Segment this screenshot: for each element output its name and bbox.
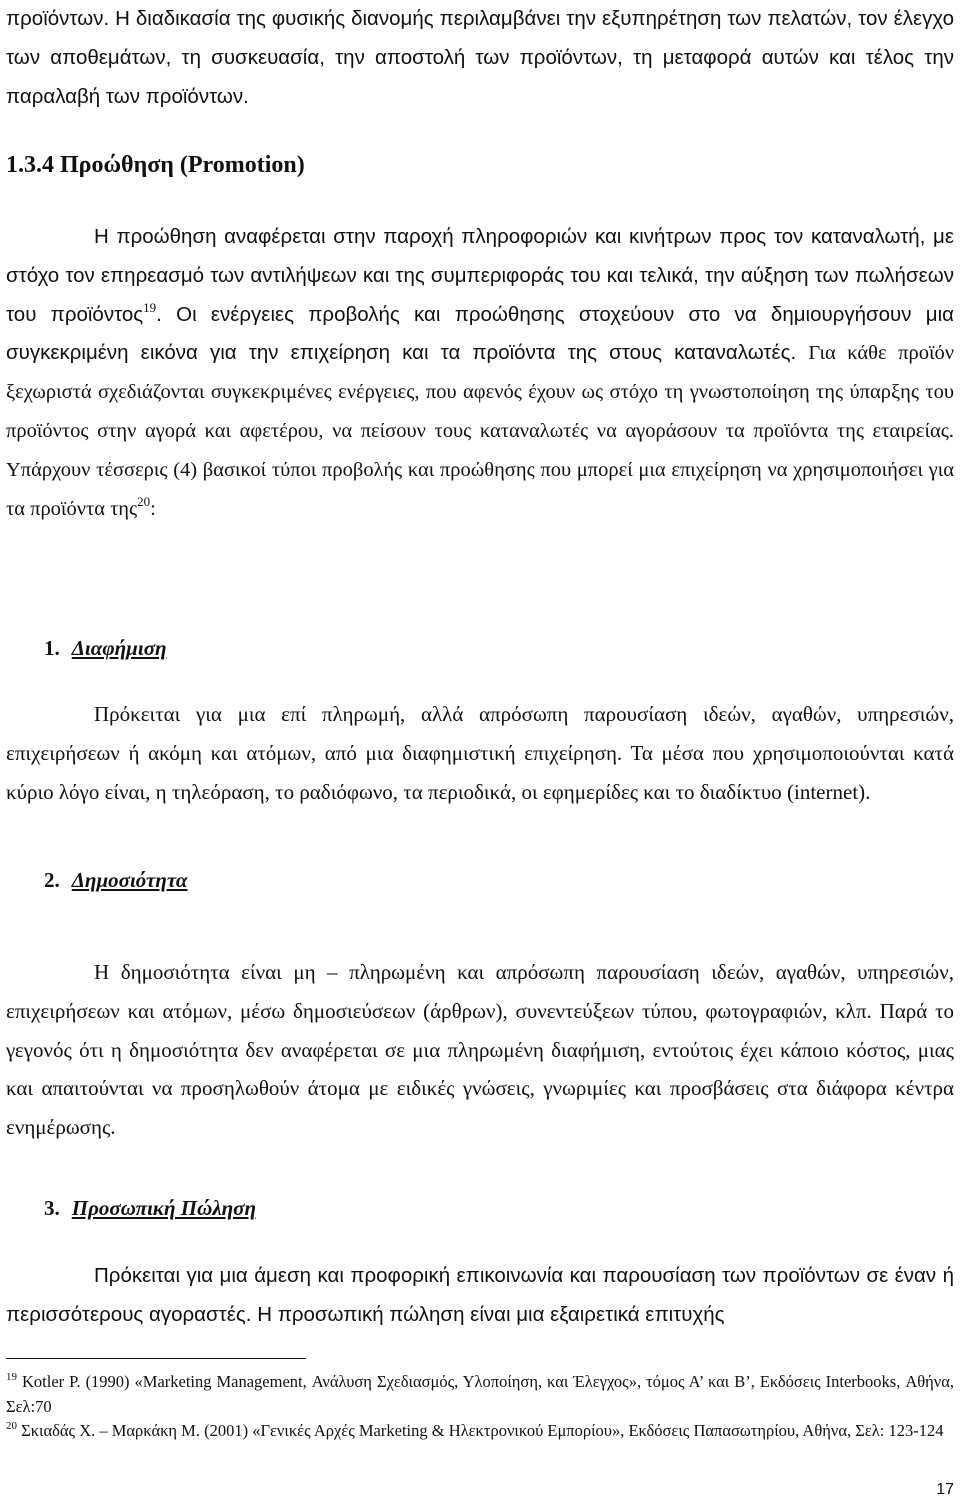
item-heading	[44, 865, 187, 895]
item-text-b: Τα μέσα που χρησιμοποιούνται κατά κύριο λόγο είναι, η τηλεόραση, το ραδιόφωνο, τα περιοδικά, οι εφημερίδες και το διαδίκτυο (internet).	[6, 740, 955, 804]
footnote-ref-20: 20	[137, 493, 151, 509]
footnote-ref-19: 19	[143, 299, 157, 315]
item-heading	[44, 633, 167, 663]
item-paragraph	[6, 953, 954, 1147]
promotion-text-4: :	[150, 497, 156, 520]
footnote	[6, 1370, 954, 1419]
item-text-a: Πρόκειται για μια άμεση και προφορική επικοινωνία και παρουσίαση των προϊόντων σε έναν ή περισσότερους αγοραστές.	[6, 1264, 954, 1326]
section-heading	[6, 146, 305, 184]
item-title: Διαφήμιση	[71, 636, 167, 660]
item-paragraph	[6, 695, 954, 811]
item-title: Δημοσιότητα	[71, 868, 188, 892]
footnote-number: 19	[6, 1371, 17, 1383]
item-heading	[44, 1193, 256, 1223]
item-number: 1.	[44, 636, 60, 660]
promotion-paragraph	[6, 218, 954, 528]
section-title: Προώθηση (Promotion)	[60, 152, 305, 178]
page-number: 17	[936, 1481, 954, 1498]
item-text-b: Η προσωπική πώληση είναι μια εξαιρετικά επιτυχής	[257, 1302, 725, 1326]
footnote-text: Kotler P. (1990) «Marketing Management, Ανάλυση Σχεδιασμός, Υλοποίηση, και Έλεγχος», τόμος Α’ και Β’, Εκδόσεις Interbooks, Αθήνα, Σελ:70	[6, 1372, 954, 1416]
intro-paragraph	[6, 0, 954, 116]
footnote-text: Σκιαδάς Χ. – Μαρκάκη Μ. (2001) «Γενικές Αρχές Marketing & Ηλεκτρονικού Εμπορίου», Εκδόσεις Παπασωτηρίου, Αθήνα, Σελ: 123-124	[21, 1421, 944, 1440]
promotion-text-2: . Οι ενέργειες προβολής και προώθησης στοχεύουν στο να δημιουργήσουν μια συγκεκριμένη εικόνα για την επιχείρηση και τα προϊόντα της στους καταναλωτές.	[6, 302, 954, 365]
item-text-a: Πρόκειται για μια επί πληρωμή, αλλά απρόσωπη παρουσίαση ιδεών, αγαθών, υπηρεσιών, επιχειρήσεων ή ακόμη και ατόμων, από μια διαφημιστική επιχείρηση.	[6, 702, 954, 765]
section-number: 1.3.4	[6, 152, 54, 178]
item-text-a: Η δημοσιότητα είναι μη – πληρωμένη και απρόσωπη παρουσίαση ιδεών, αγαθών, υπηρεσιών, επιχειρήσεων και ατόμων, μέσω δημοσιεύσεων (άρθρων), συνεντεύξεων τύπου, φωτογραφιών, κλπ.	[6, 960, 954, 1023]
footnote-separator	[6, 1358, 306, 1359]
item-paragraph	[6, 1257, 954, 1335]
item-number: 2.	[44, 868, 60, 892]
footnote	[6, 1419, 954, 1444]
promotion-text-1: Η προώθηση αναφέρεται στην παροχή πληροφοριών και κινήτρων προς τον καταναλωτή, με στόχο τον επηρεασμό των αντιλήψεων και της συμπεριφοράς του και τελικά, την αύξηση των πωλήσεων του προϊόντος	[6, 225, 954, 326]
intro-text: προϊόντων. Η διαδικασία της φυσικής διανομής περιλαμβάνει την εξυπηρέτηση των πελατών, τον έλεγχο των αποθεμάτων, τη συσκευασία, την αποστολή των προϊόντων, τη μεταφορά αυτών και τέλος την παραλαβή των προϊόντων.	[6, 7, 954, 108]
item-text-b: Παρά το γεγονός ότι η δημοσιότητα δεν αναφέρεται σε μια πληρωμένη διαφήμιση, εντούτοις έχει κάποιο κόστος, μιας και απαιτούνται να προσηλωθούν άτομα με ειδικές γνώσεις, γνωριμίες και προσβάσεις στα διάφορα κέντρα ενημέρωσης.	[6, 998, 955, 1140]
item-number: 3.	[44, 1196, 60, 1220]
item-title: Προσωπική Πώληση	[71, 1196, 257, 1220]
promotion-text-3: Για κάθε προϊόν ξεχωριστά σχεδιάζονται συγκεκριμένες ενέργειες, που αφενός έχουν ως στόχο τη γνωστοποίηση της ύπαρξης του προϊόντος στην αγορά και αφετέρου, να πείσουν τους καταναλωτές να αγοράσουν τα προϊόντα της εταιρείας. Υπάρχουν τέσσερις (4) βασικοί τύποι προβολής και προώθησης που μπορεί μια επιχείρηση να χρησιμοποιήσει για τα προϊόντα της	[6, 342, 954, 520]
footnote-number: 20	[6, 1420, 17, 1432]
